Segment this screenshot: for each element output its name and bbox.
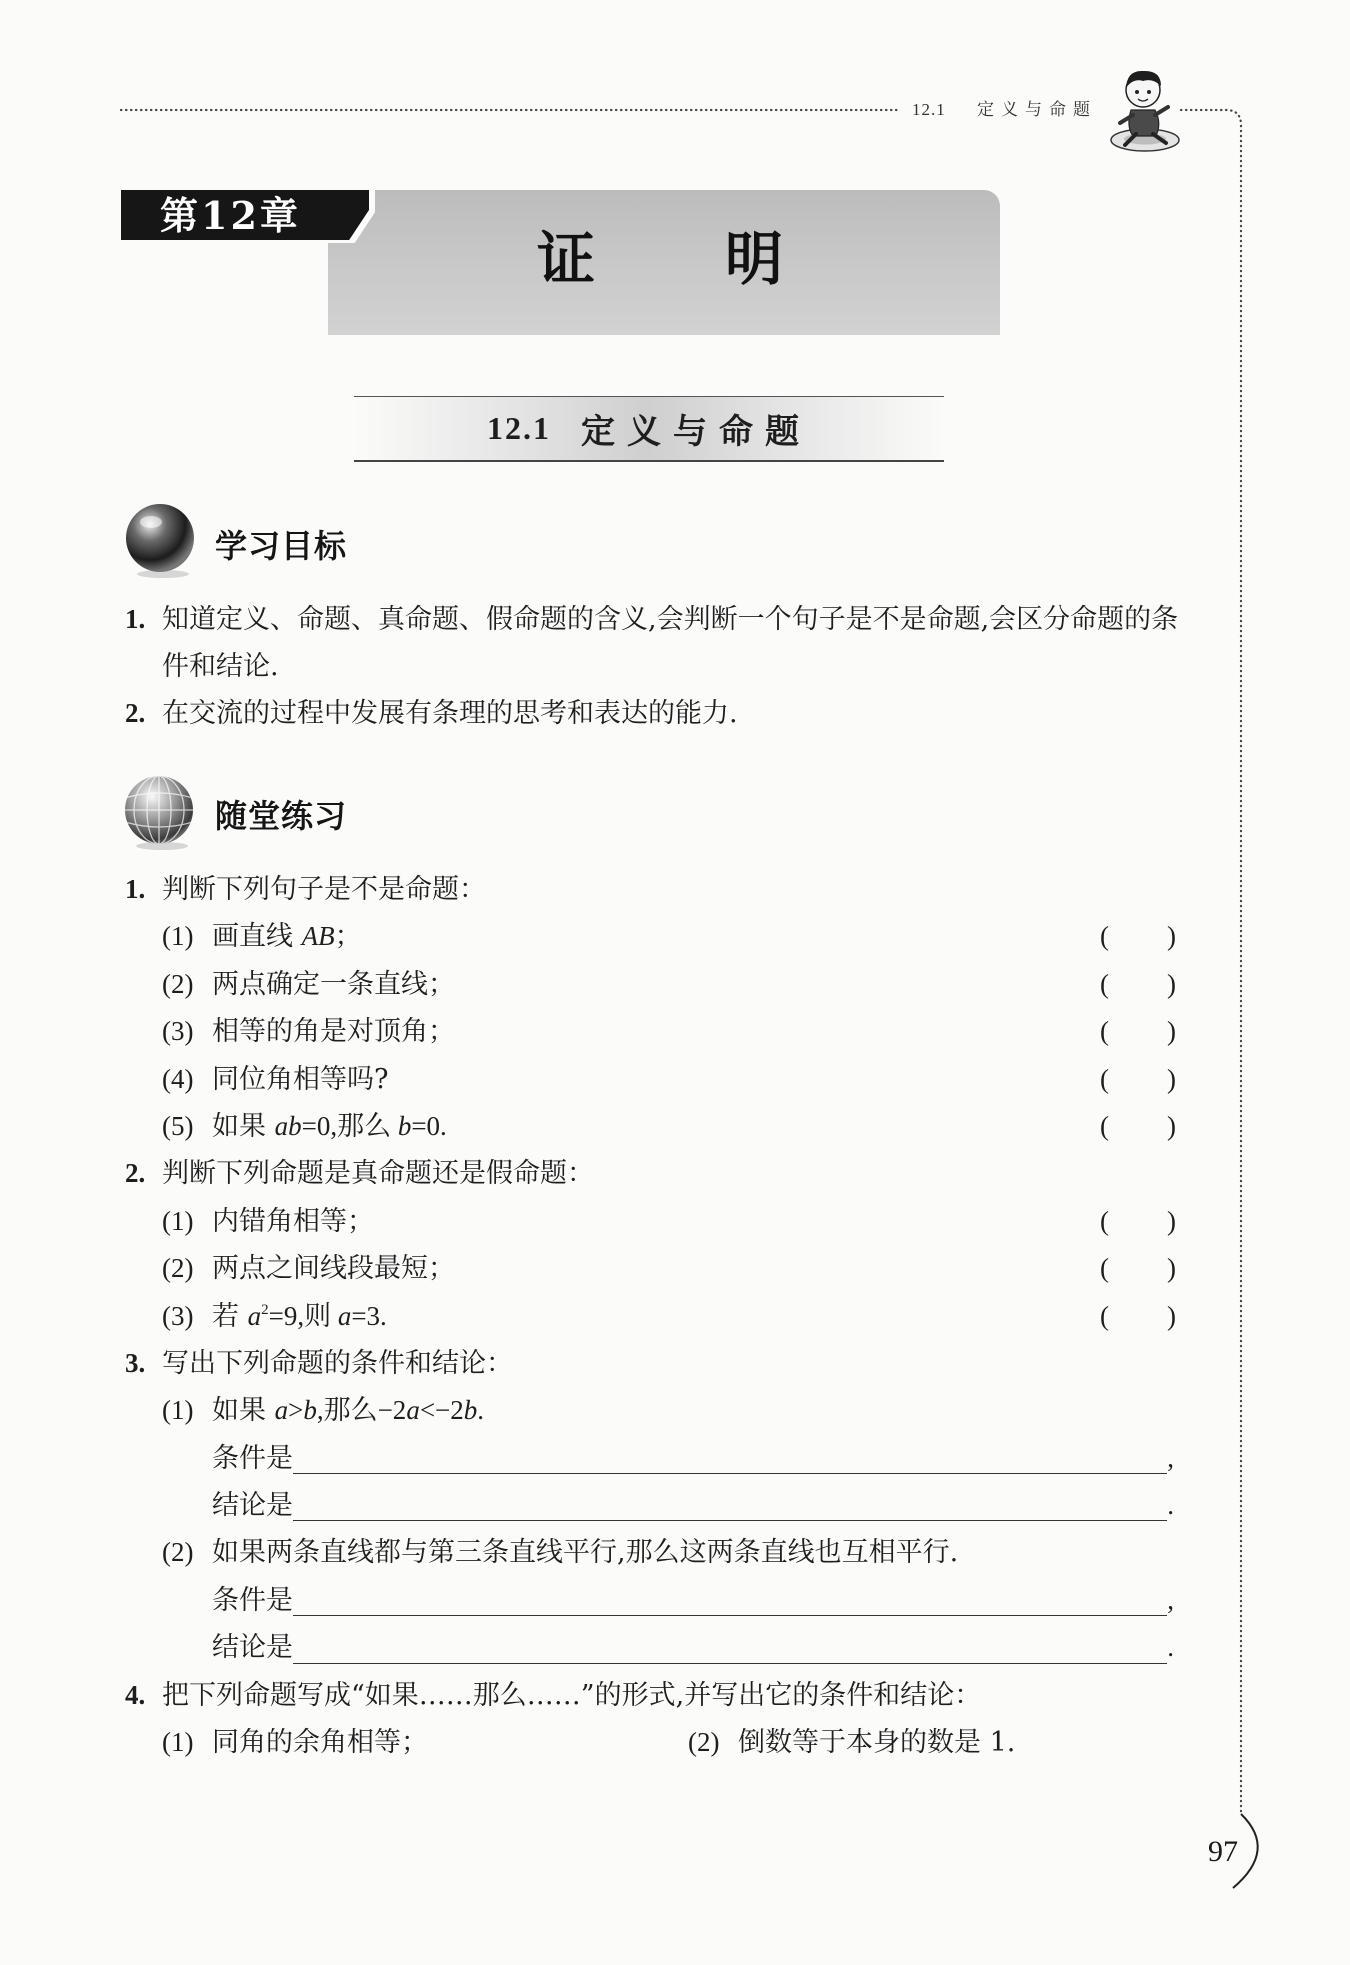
learning-goals-heading: 学习目标 (215, 527, 348, 565)
sub-question-text: 同角的余角相等； (212, 1727, 428, 1759)
text-part: =3. (351, 1300, 387, 1331)
sub-question-label: (3) (162, 1016, 194, 1047)
sub-question-text: 倒数等于本身的数是 1. (738, 1727, 1016, 1759)
page-number: 97 (1208, 1835, 1238, 1868)
text-part: ； (334, 921, 362, 953)
bracket-close: ) (1167, 1253, 1176, 1284)
bracket-open: ( (1100, 1110, 1109, 1141)
question-number: 4. (125, 1679, 146, 1710)
exponent: 2 (261, 1301, 269, 1318)
bracket-open: ( (1100, 1300, 1109, 1331)
conclusion-end-punct: . (1167, 1490, 1174, 1521)
sub-question-row (125, 1245, 1180, 1292)
sub-question-row (125, 1056, 1180, 1103)
sub-question-label: (2) (162, 1537, 194, 1568)
question-number: 3. (125, 1347, 146, 1378)
sub-question-label: (2) (688, 1727, 720, 1758)
text-part: =0. (411, 1110, 447, 1141)
sub-question-row (125, 1008, 1180, 1055)
text-part: =0,那么 (301, 1110, 398, 1141)
text-part: ,那么−2 (316, 1395, 407, 1426)
bracket-close: ) (1167, 921, 1176, 952)
text-part: 如果 (212, 1110, 275, 1142)
answer-bracket (1100, 1293, 1176, 1340)
right-dotted-rule (1181, 110, 1241, 1812)
bracket-close: ) (1167, 968, 1176, 999)
text-part: =9,则 (268, 1300, 338, 1331)
globe-icon (122, 772, 198, 852)
sub-question-row (125, 1529, 1180, 1576)
sphere-icon (123, 500, 199, 580)
sub-question-label: (1) (162, 1395, 194, 1426)
text-part: 若 (212, 1300, 248, 1332)
bracket-close: ) (1167, 1063, 1176, 1094)
practice-questions (125, 866, 1180, 1766)
sub-question-text: 如果两条直线都与第三条直线平行,那么这两条直线也互相平行. (212, 1537, 959, 1569)
conclusion-answer-line (293, 1663, 1167, 1664)
goal-text: 在交流的过程中发展有条理的思考和表达的能力. (162, 698, 738, 729)
answer-bracket (1100, 961, 1176, 1008)
math-variable: b (303, 1395, 317, 1426)
math-variable: a (337, 1300, 352, 1331)
bracket-close: ) (1167, 1110, 1176, 1141)
question-number: 1. (125, 874, 146, 904)
sub-question-label: (5) (162, 1110, 194, 1141)
sub-question-text: 内错角相等； (212, 1205, 374, 1237)
sub-question-text: 两点确定一条直线； (212, 968, 455, 1000)
math-variable: a (406, 1395, 420, 1426)
condition-end-punct: , (1167, 1442, 1174, 1473)
learning-goals-list (125, 596, 1192, 737)
bracket-open: ( (1100, 968, 1109, 999)
sub-question-text (212, 913, 362, 960)
sub-question-row (125, 1387, 1180, 1434)
sub-question-text (212, 1387, 484, 1434)
sub-question-label: (1) (162, 1727, 194, 1758)
question-row (125, 1672, 1180, 1719)
math-variable: a (274, 1395, 289, 1426)
text-part: <−2 (419, 1395, 464, 1426)
question-number: 2. (125, 1158, 146, 1189)
bracket-open: ( (1100, 1253, 1109, 1284)
chapter-label: 第12章 (160, 193, 301, 238)
text-part: . (477, 1395, 485, 1426)
sub-question-pair-row (125, 1719, 1180, 1766)
sub-question-item (162, 1719, 688, 1766)
condition-end-punct: , (1167, 1584, 1174, 1615)
text-part: 画直线 (212, 921, 302, 953)
answer-bracket (1100, 1198, 1176, 1245)
section-title-band (354, 396, 944, 462)
sub-question-text (212, 1293, 387, 1340)
conclusion-label: 结论是 (212, 1632, 293, 1664)
bracket-close: ) (1167, 1300, 1176, 1331)
sub-question-text (212, 1103, 447, 1150)
goal-item (125, 596, 1192, 690)
section-title: 定义与命题 (581, 412, 811, 452)
question-text: 判断下列命题是真命题还是假命题： (162, 1158, 594, 1190)
goal-text: 知道定义、命题、真命题、假命题的含义,会判断一个句子是不是命题,会区分命题的条件和结论. (162, 604, 1179, 682)
sub-question-label: (2) (162, 968, 194, 999)
conclusion-label: 结论是 (212, 1490, 293, 1522)
sub-question-label: (1) (162, 1205, 194, 1236)
section-number: 12.1 (487, 410, 551, 446)
sub-question-row (125, 913, 1180, 960)
question-row (125, 866, 1180, 913)
bracket-close: ) (1167, 1205, 1176, 1236)
sub-question-text: 相等的角是对顶角； (212, 1016, 455, 1048)
answer-bracket (1100, 1008, 1176, 1055)
running-header-number: 12.1 (912, 100, 946, 119)
bracket-open: ( (1100, 921, 1109, 952)
math-variable: b (463, 1395, 478, 1426)
answer-bracket (1100, 1245, 1176, 1292)
question-text: 写出下列命题的条件和结论： (162, 1347, 513, 1379)
conclusion-blank-row (125, 1624, 1180, 1671)
math-variable: b (397, 1110, 412, 1141)
practice-heading: 随堂练习 (215, 797, 348, 835)
conclusion-blank-row (125, 1482, 1180, 1529)
bracket-open: ( (1100, 1016, 1109, 1047)
goal-number: 1. (125, 604, 146, 634)
text-part: > (288, 1395, 304, 1426)
sub-question-row (125, 1198, 1180, 1245)
math-variable: a (247, 1300, 262, 1331)
sub-question-row (125, 1103, 1180, 1150)
answer-bracket (1100, 1103, 1176, 1150)
bracket-close: ) (1167, 1016, 1176, 1047)
question-row (125, 1150, 1180, 1197)
sub-question-label: (2) (162, 1253, 194, 1284)
goal-item (125, 690, 1192, 737)
condition-blank-row (125, 1435, 1180, 1482)
conclusion-end-punct: . (1167, 1632, 1174, 1663)
text-part: 如果 (212, 1395, 275, 1427)
sub-question-row (125, 1293, 1180, 1340)
question-row (125, 1340, 1180, 1387)
condition-answer-line (293, 1615, 1167, 1616)
answer-bracket (1100, 1056, 1176, 1103)
condition-label: 条件是 (212, 1584, 293, 1616)
sub-question-label: (1) (162, 921, 194, 952)
sub-question-item (688, 1719, 1015, 1766)
sub-question-text: 同位角相等吗? (212, 1063, 389, 1095)
condition-blank-row (125, 1577, 1180, 1624)
running-header-title: 定义与命题 (977, 100, 1097, 120)
conclusion-answer-line (293, 1520, 1167, 1521)
cartoon-boy-icon (1103, 60, 1183, 155)
answer-bracket (1100, 913, 1176, 960)
question-text: 把下列命题写成“如果……那么……”的形式,并写出它的条件和结论： (162, 1679, 982, 1711)
math-variable: ab (274, 1110, 302, 1141)
math-variable: AB (301, 921, 335, 952)
bracket-open: ( (1100, 1205, 1109, 1236)
sub-question-row (125, 961, 1180, 1008)
sub-question-label: (3) (162, 1300, 194, 1331)
bracket-open: ( (1100, 1063, 1109, 1094)
goal-number: 2. (125, 698, 146, 728)
condition-label: 条件是 (212, 1442, 293, 1474)
sub-question-label: (4) (162, 1063, 194, 1094)
sub-question-text: 两点之间线段最短； (212, 1253, 455, 1285)
chapter-title: 证明 (537, 225, 914, 293)
question-text: 判断下列句子是不是命题： (162, 874, 486, 905)
condition-answer-line (293, 1473, 1167, 1474)
